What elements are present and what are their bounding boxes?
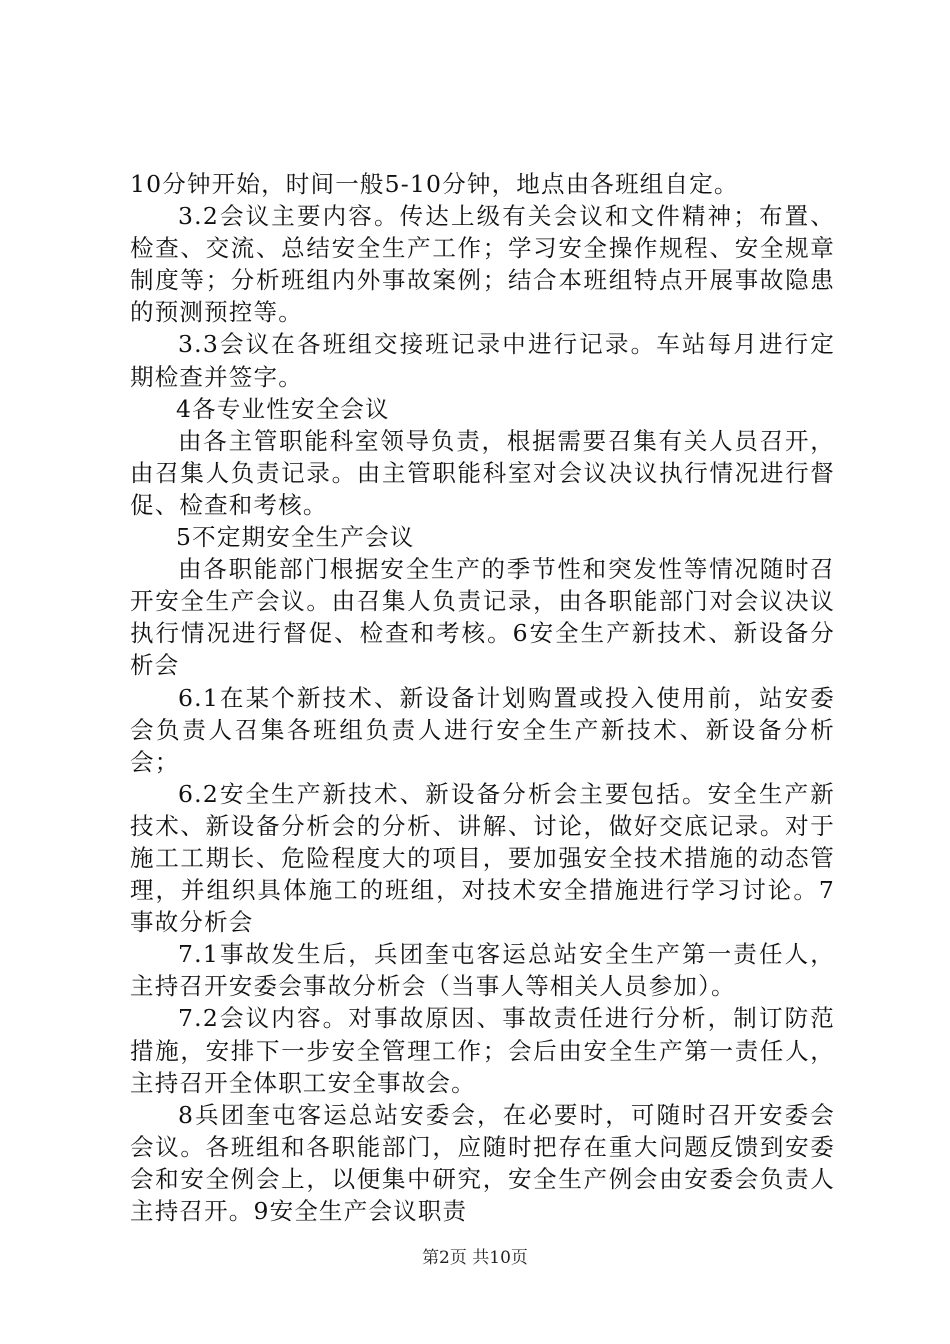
paragraph-3-2: 3.2会议主要内容。传达上级有关会议和文件精神；布置、检查、交流、总结安全生产工作；学习安全操作规程、安全规章制度等；分析班组内外事故案例；结合本班组特点开展事故隐患的预测预控等。: [130, 202, 835, 327]
paragraph-3-3: 3.3会议在各班组交接班记录中进行记录。车站每月进行定期检查并签字。: [130, 330, 835, 391]
paragraph-7-2: 7.2会议内容。对事故原因、事故责任进行分析，制订防范措施，安排下一步安全管理工作；会后由安全生产第一责任人，主持召开全体职工安全事故会。: [130, 1004, 835, 1097]
page-footer: [0, 1243, 950, 1268]
paragraph-continuation: 10分钟开始，时间一般5-10分钟，地点由各班组自定。: [130, 170, 739, 198]
paragraph-4-body: 由各主管职能科室领导负责，根据需要召集有关人员召开，由召集人负责记录。由主管职能科室对会议决议执行情况进行督促、检查和考核。: [130, 426, 835, 519]
paragraph-6-1: 6.1在某个新技术、新设备计划购置或投入使用前，站安委会负责人召集各班组负责人进行安全生产新技术、新设备分析会；: [130, 683, 835, 776]
paragraph-7-1: 7.1事故发生后，兵团奎屯客运总站安全生产第一责任人，主持召开安委会事故分析会（当事人等相关人员参加）。: [130, 940, 835, 1001]
paragraph-8: 8兵团奎屯客运总站安委会，在必要时，可随时召开安委会会议。各班组和各职能部门，应随时把存在重大问题反馈到安委会和安全例会上，以便集中研究，安全生产例会由安委会负责人主持召开。9安全生产会议职责: [130, 1100, 835, 1225]
page-number: 第2页 共10页: [422, 1248, 528, 1268]
paragraph-6-2: 6.2安全生产新技术、新设备分析会主要包括。安全生产新技术、新设备分析会的分析、讲解、讨论，做好交底记录。对于施工工期长、危险程度大的项目，要加强安全技术措施的动态管理，并组织具体施工的班组，对技术安全措施进行学习讨论。7事故分析会: [130, 779, 835, 937]
heading-5: 5不定期安全生产会议: [176, 523, 415, 552]
document-body: [130, 168, 835, 1227]
heading-4: 4各专业性安全会议: [176, 394, 390, 423]
paragraph-5-body: 由各职能部门根据安全生产的季节性和突发性等情况随时召开安全生产会议。由召集人负责记录，由各职能部门对会议决议执行情况进行督促、检查和考核。6安全生产新技术、新设备分析会: [130, 555, 835, 680]
